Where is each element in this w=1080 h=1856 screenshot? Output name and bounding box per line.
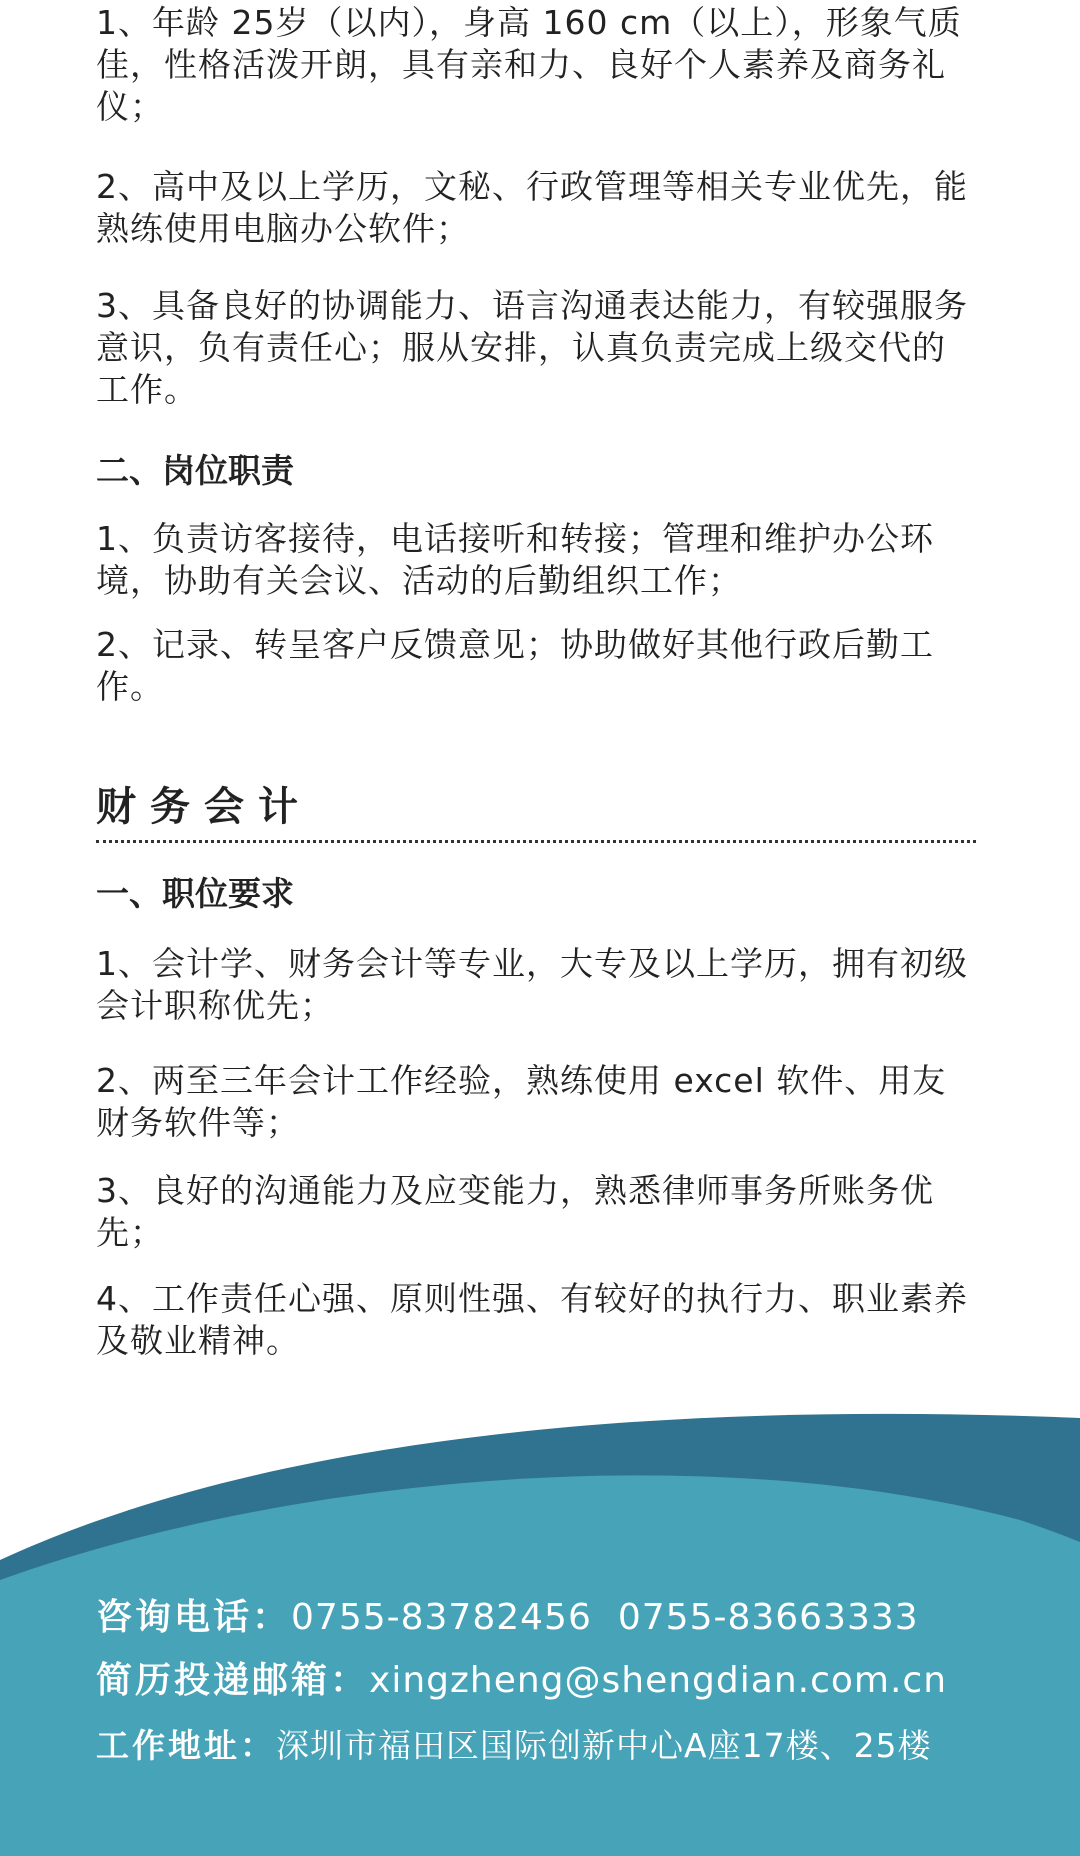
accountant-requirement-2: 2、两至三年会计工作经验，熟练使用 excel 软件、用友财务软件等；	[96, 1061, 947, 1142]
reception-requirement-2: 2、高中及以上学历，文秘、行政管理等相关专业优先，能熟练使用电脑办公软件；	[96, 167, 968, 248]
email-label: 简历投递邮箱：	[96, 1660, 370, 1701]
accountant-requirement-1: 1、会计学、财务会计等专业，大专及以上学历，拥有初级会计职称优先；	[96, 944, 968, 1025]
address-label: 工作地址：	[96, 1726, 276, 1765]
accountant-requirement-3: 3、良好的沟通能力及应变能力，熟悉律师事务所账务优先；	[96, 1171, 934, 1252]
section-divider	[96, 840, 976, 843]
contact-phone-line	[96, 1595, 996, 1641]
reception-requirement-1: 1、年龄 25岁（以内），身高 160 cm（以上），形象气质佳，性格活泼开朗，具有亲和力、良好个人素养及商务礼仪；	[96, 3, 962, 126]
contact-address-line	[96, 1723, 996, 1769]
phone-number-2: 0755-83663333	[617, 1597, 919, 1638]
accountant-requirement-4: 4、工作责任心强、原则性强、有较好的执行力、职业素养及敬业精神。	[96, 1279, 968, 1360]
phone-label: 咨询电话：	[96, 1597, 292, 1638]
reception-duty-2: 2、记录、转呈客户反馈意见；协助做好其他行政后勤工作。	[96, 625, 934, 706]
email-address: xingzheng@shengdian.com.cn	[369, 1660, 948, 1701]
accountant-section-title: 财务会计	[96, 784, 312, 830]
reception-requirement-3: 3、具备良好的协调能力、语言沟通表达能力，有较强服务意识，负有责任心；服从安排，认真负责完成上级交代的工作。	[96, 286, 968, 409]
accountant-requirements-heading: 一、职位要求	[96, 874, 294, 913]
contact-email-line	[96, 1658, 996, 1704]
phone-number-1: 0755-83782456	[291, 1597, 592, 1638]
reception-duty-1: 1、负责访客接待，电话接听和转接；管理和维护办公环境，协助有关会议、活动的后勤组织工作；	[96, 519, 934, 600]
work-address: 深圳市福田区国际创新中心A座17楼、25楼	[276, 1726, 932, 1765]
duties-heading: 二、岗位职责	[96, 451, 294, 490]
